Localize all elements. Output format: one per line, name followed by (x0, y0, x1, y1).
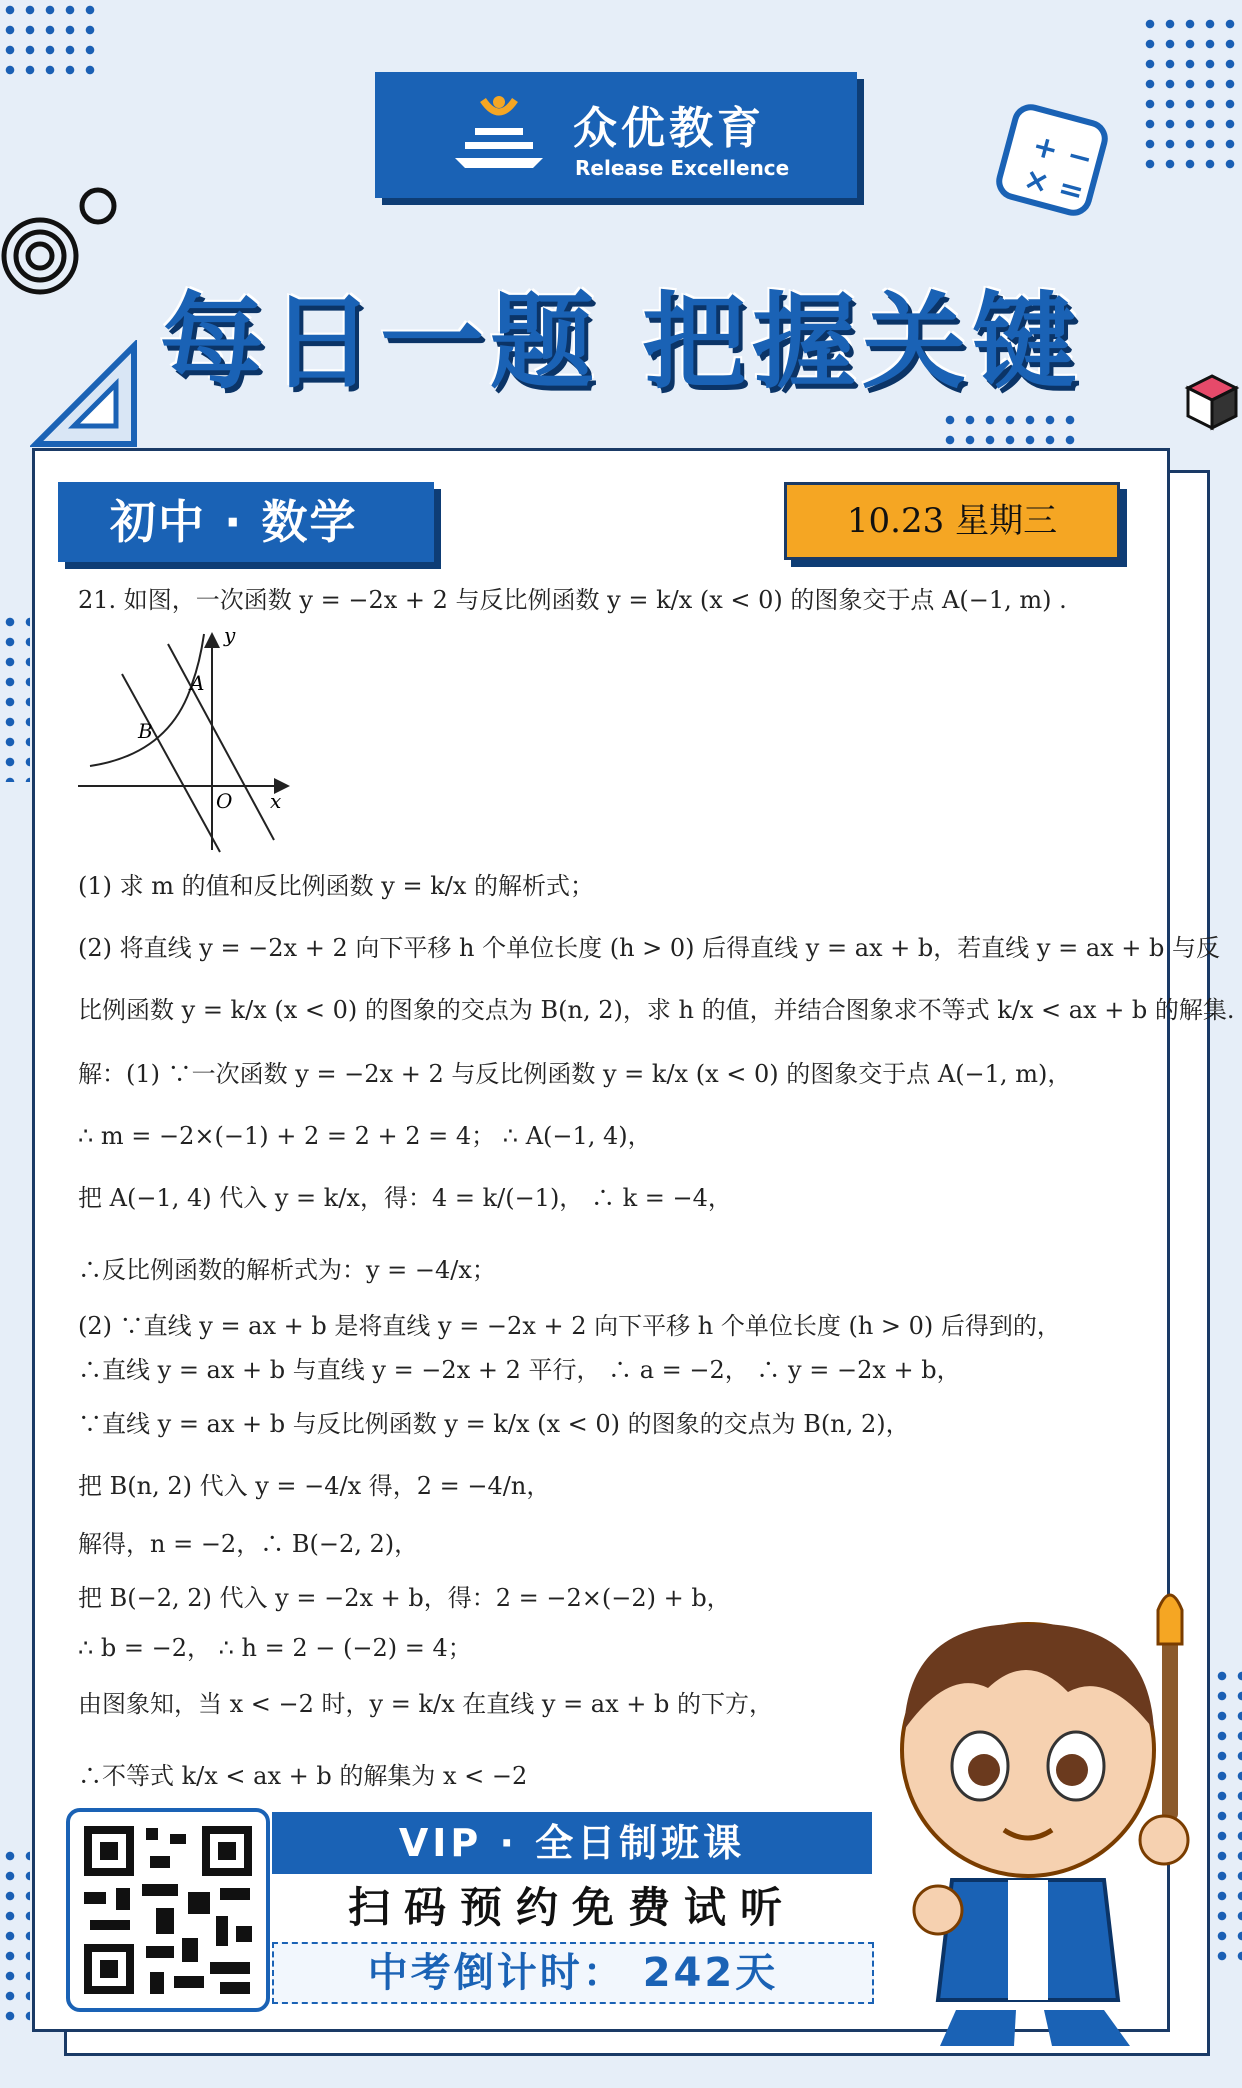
solution-line: 把 B(n, 2) 代入 y = −4/x 得，2 = −4/n， (78, 1472, 551, 1500)
slogan-title: 每日一题 把握关键 (159, 281, 1083, 403)
brand-banner (375, 72, 857, 198)
solution-line: ∴ m = −2×(−1) + 2 = 2 + 2 = 4； ∴ A(−1, 4)， (78, 1122, 652, 1150)
dot-pattern-left (0, 612, 30, 782)
solution-line: 把 B(−2, 2) 代入 y = −2x + b，得：2 = −2×(−2) + b， (78, 1584, 731, 1612)
problem-statement: 21. 如图，一次函数 y = −2x + 2 与反比例函数 y = k/x (x < 0) 的图象交于点 A(−1, m) . (78, 586, 1067, 614)
solution-line: 由图象知，当 x < −2 时，y = k/x 在直线 y = ax + b 的下方， (78, 1690, 774, 1718)
qr-code-icon (70, 1812, 266, 2008)
solution-line: (2) ∵直线 y = ax + b 是将直线 y = −2x + 2 向下平移 h 个单位长度 (h > 0) 后得到的， (78, 1312, 1061, 1340)
solution-line: 把 A(−1, 4) 代入 y = k/x，得：4 = k/(−1)， ∴ k = −4， (78, 1184, 732, 1212)
calculator-icon (990, 104, 1120, 224)
solution-line: 解得，n = −2，∴ B(−2, 2)， (78, 1530, 419, 1558)
solution-line: ∴直线 y = ax + b 与直线 y = −2x + 2 平行， ∴ a = −2， ∴ y = −2x + b， (78, 1356, 961, 1384)
solution-line: ∴反比例函数的解析式为：y = −4/x； (78, 1256, 496, 1284)
subject-tab: 初中 · 数学 (58, 482, 434, 562)
dot-pattern-mid-right (940, 410, 1080, 450)
solution-line: ∴ b = −2， ∴ h = 2 − (−2) = 4； (78, 1634, 472, 1662)
qr-code[interactable] (66, 1808, 270, 2012)
brand-logo-icon (453, 94, 545, 172)
question-part-2-line-2: 比例函数 y = k/x (x < 0) 的图象的交点为 B(n, 2)，求 h 的值，并结合图象求不等式 k/x < ax + b 的解集. (78, 996, 1235, 1024)
question-part-1: (1) 求 m 的值和反比例函数 y = k/x 的解析式； (78, 872, 594, 900)
dot-pattern-bottom-left (0, 1846, 30, 2026)
date-tab: 10.23 星期三 (784, 482, 1120, 560)
graph-label-b: B (138, 719, 153, 743)
brand-name-en: Release Excellence (575, 156, 790, 180)
graph-label-o: O (216, 789, 233, 813)
graph-label-x: x (270, 789, 282, 813)
dot-pattern-bottom-right (1212, 1666, 1242, 1966)
solution-line: ∴不等式 k/x < ax + b 的解集为 x < −2 (78, 1762, 528, 1790)
graph-label-a: A (190, 671, 205, 695)
svg-text:× =: × = (1019, 161, 1088, 211)
function-graph (74, 626, 304, 856)
trial-text: 扫码预约免费试听 (347, 1883, 796, 1932)
dot-pattern-top-right (1140, 14, 1240, 174)
svg-text:+ −: + − (1028, 128, 1097, 178)
mascot-boy-illustration (868, 1580, 1208, 2050)
exam-countdown: 中考倒计时： 242天 (272, 1942, 874, 2004)
vip-banner: VIP · 全日制班课 (272, 1812, 872, 1874)
question-part-2-line-1: (2) 将直线 y = −2x + 2 向下平移 h 个单位长度 (h > 0) 后得直线 y = ax + b，若直线 y = ax + b 与反 (78, 934, 1221, 962)
dot-pattern-top-left (0, 0, 100, 80)
solution-line: ∵直线 y = ax + b 与反比例函数 y = k/x (x < 0) 的图象的交点为 B(n, 2)， (78, 1410, 910, 1438)
graph-label-y: y (224, 626, 236, 647)
brand-name-cn: 众优教育 (573, 103, 765, 154)
solution-line: 解：(1) ∵一次函数 y = −2x + 2 与反比例函数 y = k/x (x < 0) 的图象交于点 A(−1, m)， (78, 1060, 1072, 1088)
